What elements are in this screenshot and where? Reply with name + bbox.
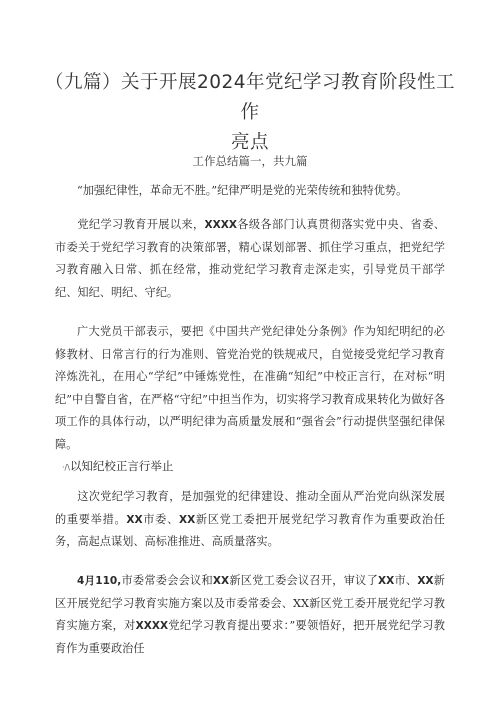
paragraph-4-text-b: 新区党工委会议召开，审议了 <box>229 574 378 587</box>
document-subtitle: 工作总结篇一，共九篇 <box>192 154 308 168</box>
paragraph-1 <box>55 214 445 304</box>
paragraph-1-placeholder: XXXX <box>204 219 237 231</box>
paragraph-3-text-c: 新区党工委把开展党纪学习教育作为重要政治任务，高起点谋划、高标准推进、高质量落实。 <box>55 512 445 548</box>
document-title <box>40 68 460 158</box>
title-line-1: （九篇）关于开展2024年党纪学习教育阶段性工作 <box>44 72 456 123</box>
paragraph-4 <box>55 570 445 660</box>
section-heading-mark: ·/\ <box>62 463 70 472</box>
paragraph-2: 广大党员干部表示，要把《中国共产党纪律处分条例》作为知纪明纪的必修教材、日常言行的行为准则、管党治党的铁规戒尺，自觉接受党纪学习教育淬炼洗礼，在用心“学纪”中锤炼党性，在准确“知纪”中校正言行，在对标“明纪”中自警自省，在严格“守纪”中担当作为，切实将学习教育成果转化为做好各项工作的具体行动，以严明纪律为高质量发展和“强省会”行动提供坚强纪律保障。 <box>55 325 445 451</box>
paragraph-3 <box>55 486 445 554</box>
paragraph-3-placeholder-b: XX <box>178 513 196 526</box>
paragraph-4-text-a: 市委常委会会议和 <box>121 574 213 587</box>
paragraph-4-placeholder-b: XX <box>378 575 395 587</box>
paragraph-4-placeholder-d: XXXX <box>135 620 169 632</box>
paragraph-1-text-a: 党纪学习教育开展以来， <box>77 218 205 231</box>
paragraph-3-text-a: 这次党纪学习教育，是加强党的纪律建设、推动全面从严治党向纵深发展的重要举措。 <box>55 490 445 526</box>
title-line-2: 亮点 <box>230 132 269 153</box>
paragraph-4-placeholder-a: XX <box>212 575 230 587</box>
quote-paragraph <box>55 180 445 203</box>
paragraph-4-text-c: 市、 <box>394 574 418 587</box>
paragraph-4-text-d: 新区开展党纪学习教育实施方案以及市委常委会、XX新区党工委开展党纪学习教育实施方案，对 <box>55 574 445 632</box>
section-heading-text: 以知纪校正言行举止 <box>69 459 174 473</box>
paragraph-4-date: 4月110, <box>77 575 122 587</box>
paragraph-4-text-e: 党纪学习教育提出要求：”要领悟好，把开展党纪学习教育作为重要政治任 <box>55 619 445 655</box>
paragraph-3-placeholder-a: XX <box>126 513 143 526</box>
section-heading <box>62 458 173 474</box>
quote-text: “加强纪律性，革命无不胜。”纪律严明是党的光荣传统和独特优势。 <box>77 184 408 197</box>
paragraph-3-text-b: 市委、 <box>142 512 179 526</box>
paragraph-1-text-b: 各级各部门认真贯彻落实党中央、省委、市委关于党纪学习教育的决策部署，精心谋划部署、抓住学习重点，把党纪学习教育融入日常、抓在经常，推动党纪学习教育走深走实，引导党员干部学纪、知纪、明纪、守纪。 <box>55 218 445 299</box>
paragraph-4-placeholder-c: XX <box>417 575 434 587</box>
